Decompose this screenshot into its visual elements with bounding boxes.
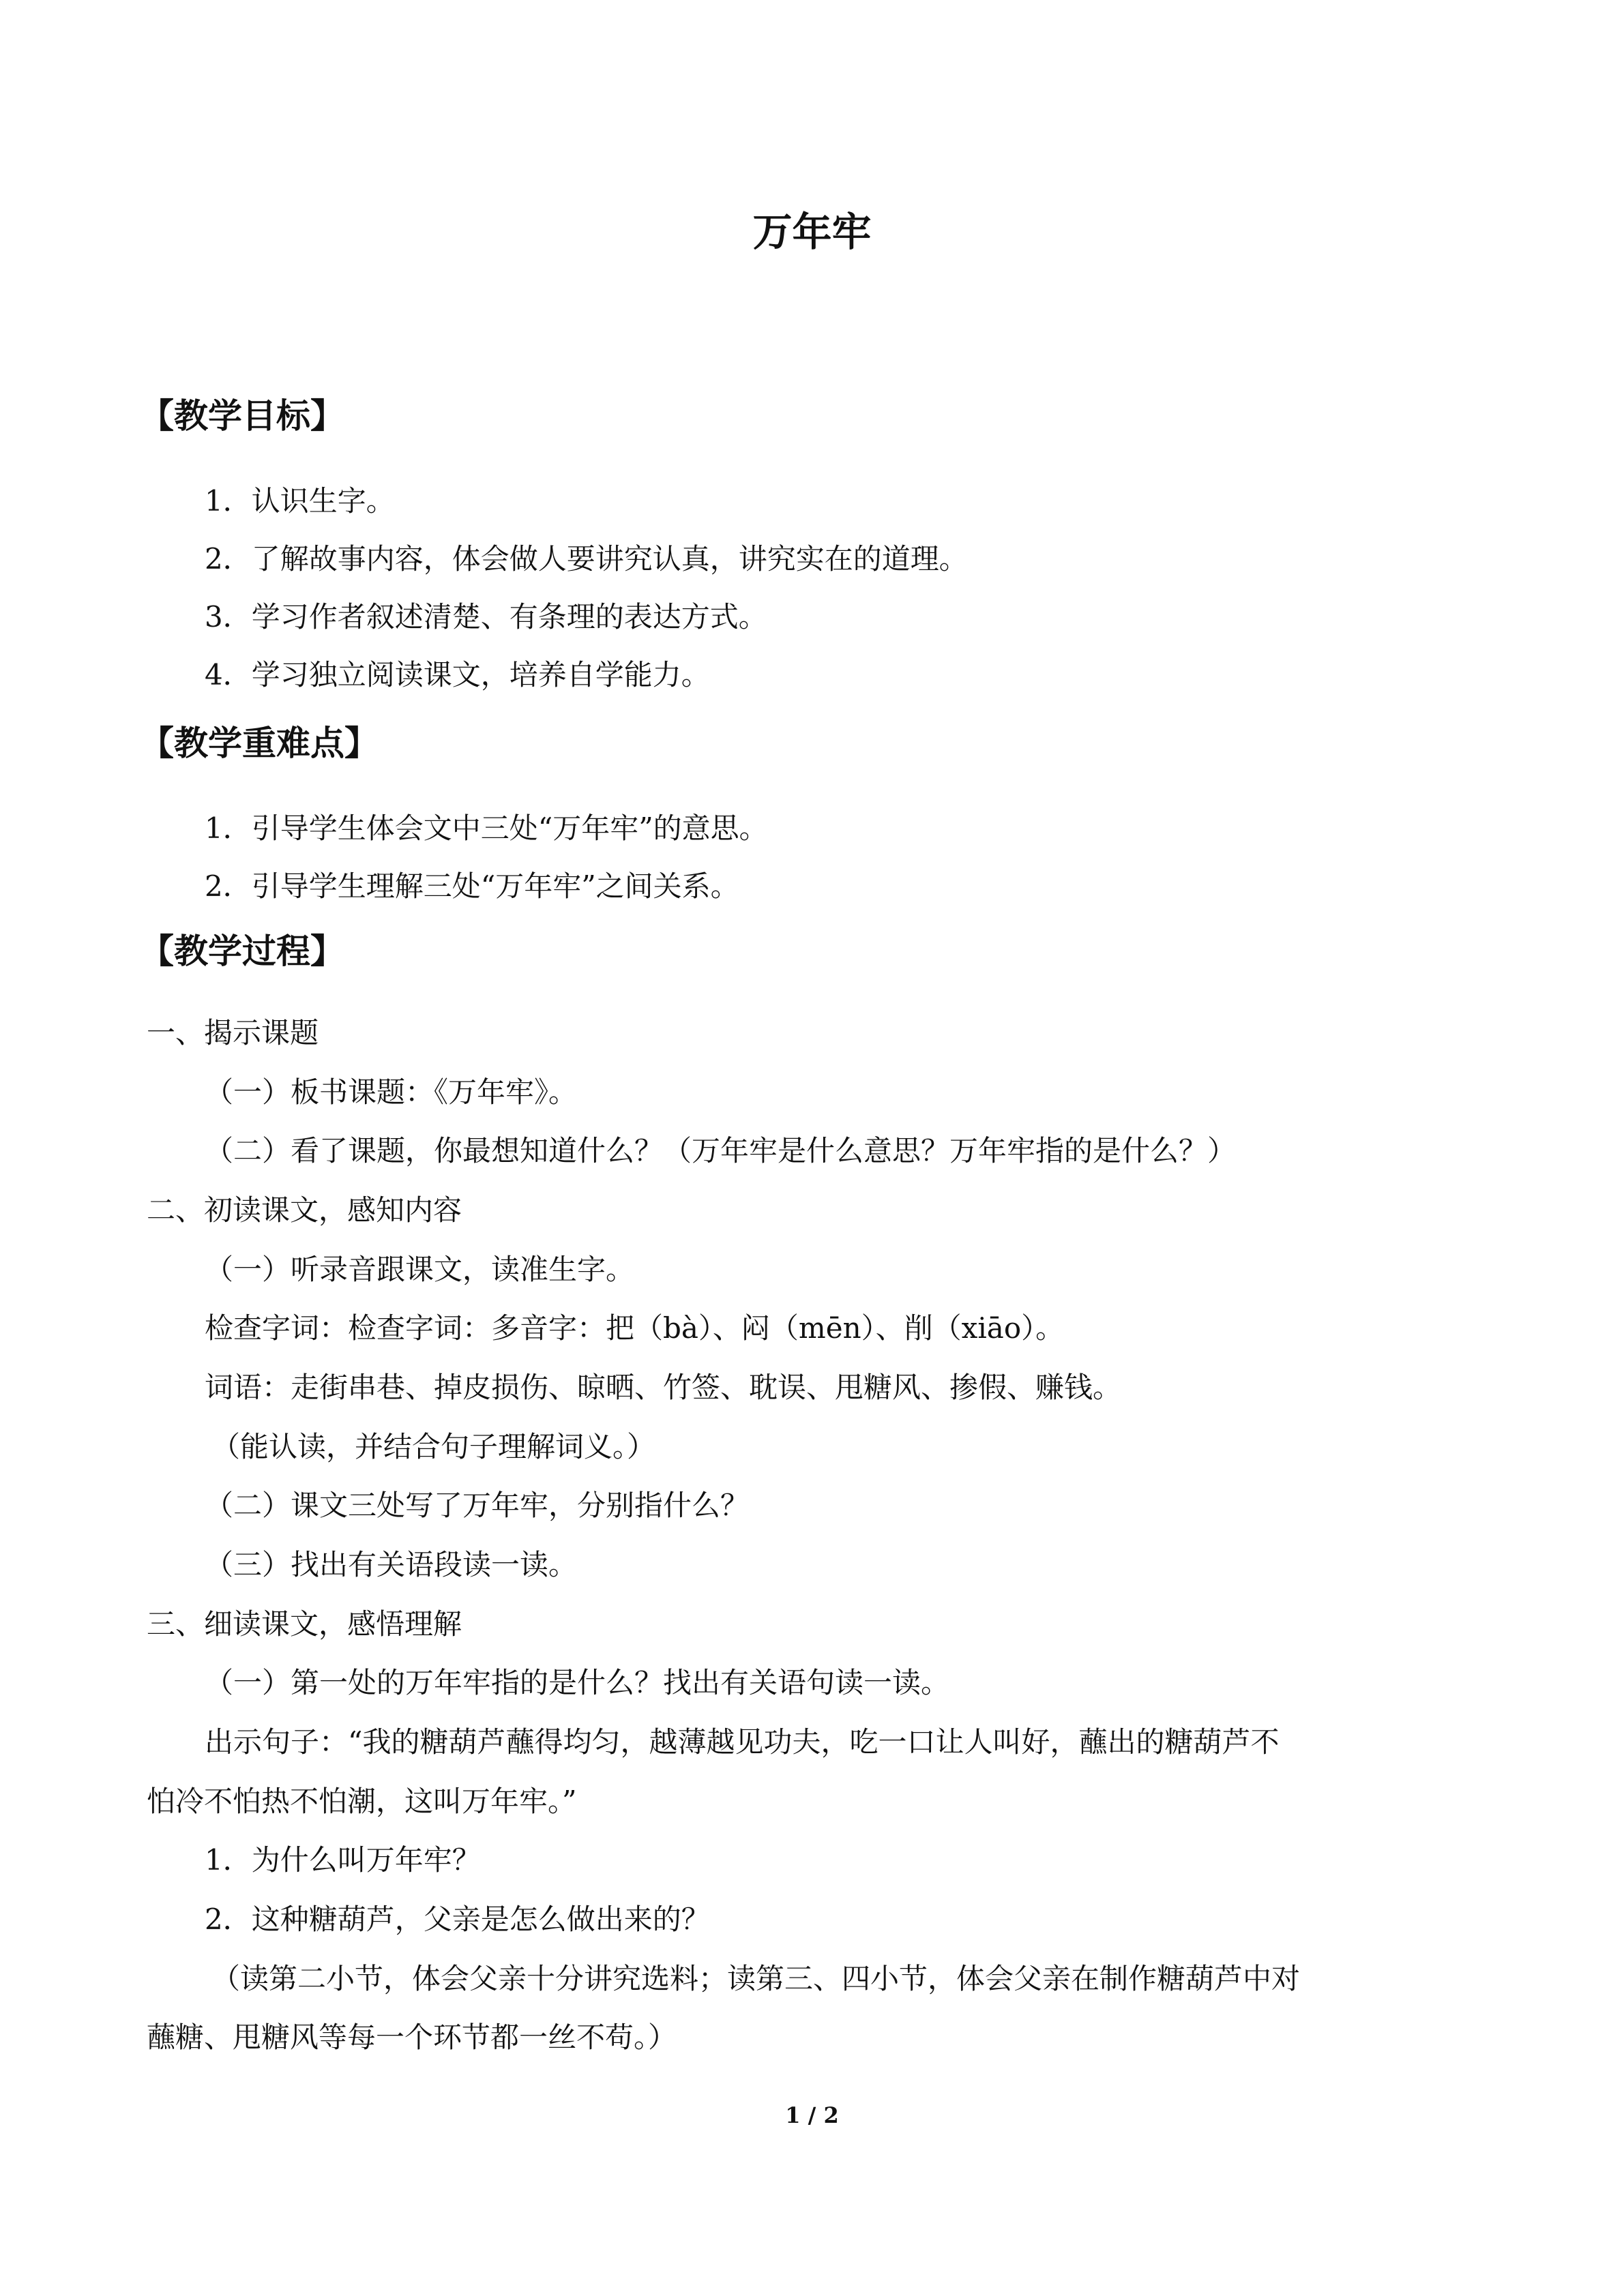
heading-objectives: 【教学目标】 <box>140 396 344 436</box>
objective-item: 2．了解故事内容，体会做人要讲究认真，讲究实在的道理。 <box>205 542 968 576</box>
process-section-title: 二、初读课文，感知内容 <box>147 1193 462 1227</box>
process-section-title: 三、细读课文，感悟理解 <box>147 1607 462 1641</box>
process-line: 2．这种糖葫芦，父亲是怎么做出来的？ <box>205 1903 710 1936</box>
page-title: 万年牢 <box>752 209 872 255</box>
process-line: （二）课文三处写了万年牢，分别指什么？ <box>205 1489 750 1522</box>
process-line-continuation: 蘸糖、甩糖风等每一个环节都一丝不苟。） <box>147 2021 677 2054</box>
key-point-item: 2．引导学生理解三处“万年牢”之间关系。 <box>205 869 739 903</box>
process-line: （能认读，并结合句子理解词义。） <box>211 1430 656 1463</box>
process-line: 1．为什么叫万年牢？ <box>205 1843 481 1877</box>
process-section-title: 一、揭示课题 <box>147 1016 319 1049</box>
objective-item: 4．学习独立阅读课文，培养自学能力。 <box>205 658 710 691</box>
process-line-continuation: 怕冷不怕热不怕潮，这叫万年牢。” <box>147 1785 577 1818</box>
process-line: （三）找出有关语段读一读。 <box>205 1548 578 1581</box>
process-line: （二）看了课题，你最想知道什么？（万年牢是什么意思？万年牢指的是什么？） <box>205 1134 1237 1167</box>
heading-key-points: 【教学重难点】 <box>140 724 379 763</box>
process-line: 词语：走街串巷、掉皮损伤、晾晒、竹签、耽误、甩糖风、掺假、赚钱。 <box>205 1371 1122 1404</box>
process-line: （读第二小节，体会父亲十分讲究选料；读第三、四小节，体会父亲在制作糖葫芦中对 <box>211 1962 1301 1995</box>
process-line: （一）第一处的万年牢指的是什么？找出有关语句读一读。 <box>205 1666 950 1699</box>
process-line: （一）板书课题：《万年牢》。 <box>205 1075 578 1109</box>
objective-item: 3．学习作者叙述清楚、有条理的表达方式。 <box>205 600 767 633</box>
process-line: 出示句子：“我的糖葫芦蘸得均匀，越薄越见功夫，吃一口让人叫好，蘸出的糖葫芦不 <box>205 1725 1280 1759</box>
process-line: 检查字词：检查字词：多音字：把（bà）、闷（mēn）、削（xiāo）。 <box>205 1311 1065 1345</box>
process-line: （一）听录音跟课文，读准生字。 <box>205 1253 635 1286</box>
heading-process: 【教学过程】 <box>140 931 344 971</box>
page-number: 1 / 2 <box>785 2102 839 2128</box>
objective-item: 1．认识生字。 <box>205 484 395 518</box>
key-point-item: 1．引导学生体会文中三处“万年牢”的意思。 <box>205 811 768 845</box>
